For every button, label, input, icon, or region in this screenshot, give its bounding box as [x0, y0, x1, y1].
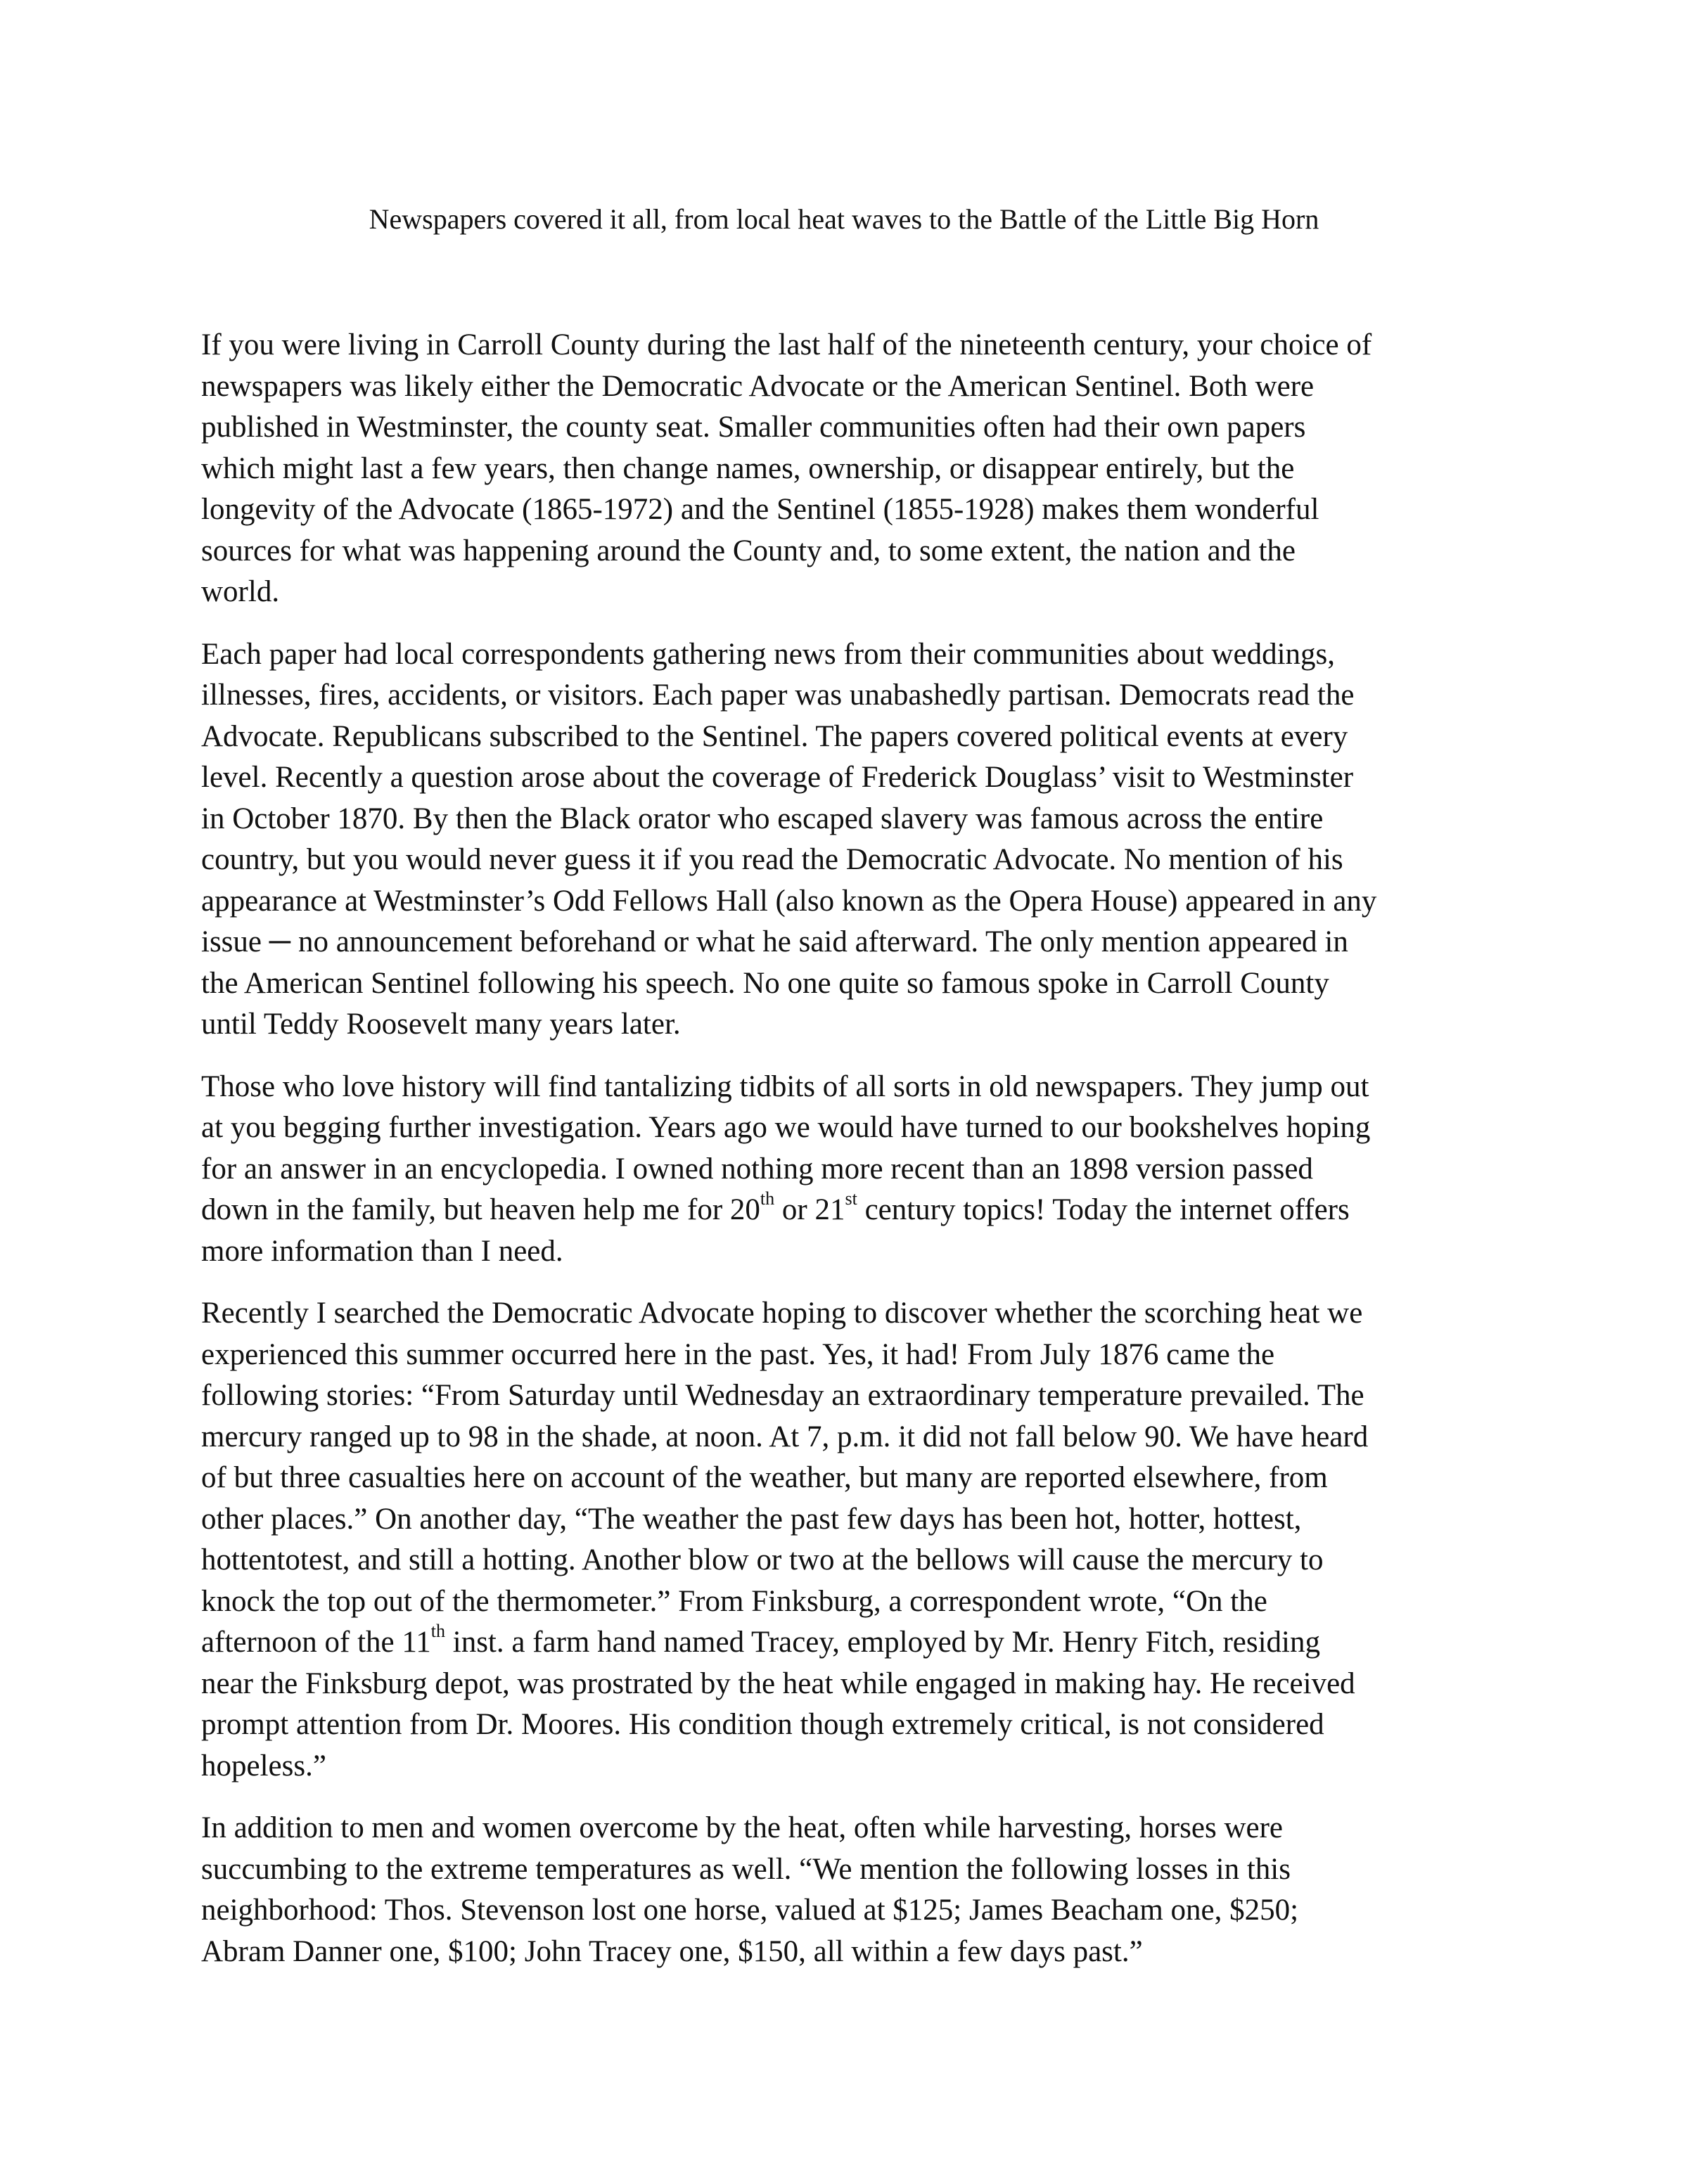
text-line: sources for what was happening around the County and, to some extent, the nation and the: [201, 534, 1296, 567]
text-line: Recently I searched the Democratic Advocate hoping to discover whether the scorching heat we: [201, 1297, 1363, 1330]
ordinal-superscript: th: [760, 1188, 775, 1209]
text-line-with-superscript: [201, 1622, 1523, 1664]
text-line: experienced this summer occurred here in the past. Yes, it had! From July 1876 came the: [201, 1337, 1275, 1371]
text-line: published in Westminster, the county seat. Smaller communities often had their own papers: [201, 411, 1306, 444]
text-segment: or 21: [774, 1193, 845, 1226]
text-line: neighborhood: Thos. Stevenson lost one horse, valued at $125; James Beacham one, $250;: [201, 1894, 1299, 1927]
text-line: Abram Danner one, $100; John Tracey one, $150, all within a few days past.”: [201, 1934, 1143, 1968]
text-line: for an answer in an encyclopedia. I owned nothing more recent than an 1898 version passed: [201, 1152, 1313, 1186]
text-line: the American Sentinel following his speech. No one quite so famous spoke in Carroll County: [201, 966, 1329, 1000]
paragraph-2: [201, 634, 1523, 1046]
text-line: knock the top out of the thermometer.” From Finksburg, a correspondent wrote, “On the: [201, 1584, 1267, 1618]
text-line: world.: [201, 575, 280, 608]
text-line: mercury ranged up to 98 in the shade, at noon. At 7, p.m. it did not fall below 90. We have heard: [201, 1420, 1369, 1453]
paragraph-1: [201, 325, 1523, 613]
text-line: other places.” On another day, “The weather the past few days has been hot, hotter, hottest,: [201, 1502, 1302, 1536]
text-line: hopeless.”: [201, 1749, 326, 1782]
text-line: Those who love history will find tantalizing tidbits of all sorts in old newspapers. They jump out: [201, 1069, 1369, 1103]
text-line: which might last a few years, then change names, ownership, or disappear entirely, but the: [201, 451, 1295, 485]
paragraph-4: [201, 1293, 1523, 1787]
text-line: hottentotest, and still a hotting. Another blow or two at the bellows will cause the mercury to: [201, 1543, 1324, 1576]
text-line: issue ─ no announcement beforehand or what he said afterward. The only mention appeared in: [201, 925, 1348, 958]
text-line: Each paper had local correspondents gathering news from their communities about weddings,: [201, 637, 1336, 671]
text-line: at you begging further investigation. Years ago we would have turned to our bookshelves hoping: [201, 1111, 1371, 1144]
text-segment: down in the family, but heaven help me for 20: [201, 1193, 760, 1226]
paragraph-3: [201, 1067, 1523, 1273]
text-line: In addition to men and women overcome by the heat, often while harvesting, horses were: [201, 1811, 1283, 1844]
text-segment: century topics! Today the internet offers: [857, 1193, 1350, 1226]
text-line: following stories: “From Saturday until Wednesday an extraordinary temperature prevailed. The: [201, 1379, 1364, 1412]
text-line: more information than I need.: [201, 1234, 563, 1268]
text-line: prompt attention from Dr. Moores. His condition though extremely critical, is not considered: [201, 1708, 1324, 1741]
text-line: newspapers was likely either the Democratic Advocate or the American Sentinel. Both were: [201, 369, 1315, 403]
text-line: country, but you would never guess it if you read the Democratic Advocate. No mention of his: [201, 843, 1343, 876]
text-segment: inst. a farm hand named Tracey, employed by Mr. Henry Fitch, residing: [445, 1626, 1320, 1659]
text-line: appearance at Westminster’s Odd Fellows Hall (also known as the Opera House) appeared in any: [201, 884, 1377, 918]
article-body: [201, 325, 1523, 1993]
text-line: until Teddy Roosevelt many years later.: [201, 1008, 681, 1041]
ordinal-superscript: th: [430, 1620, 445, 1641]
text-line: illnesses, fires, accidents, or visitors. Each paper was unabashedly partisan. Democrats read the: [201, 679, 1355, 712]
text-line: near the Finksburg depot, was prostrated by the heat while engaged in making hay. He received: [201, 1666, 1355, 1700]
text-line: of but three casualties here on account of the weather, but many are reported elsewhere, from: [201, 1461, 1328, 1494]
text-line-with-superscripts: [201, 1190, 1523, 1231]
ordinal-superscript: st: [845, 1188, 857, 1209]
text-line: succumbing to the extreme temperatures as well. “We mention the following losses in this: [201, 1852, 1291, 1886]
text-line: in October 1870. By then the Black orator who escaped slavery was famous across the entire: [201, 802, 1324, 835]
text-line: Advocate. Republicans subscribed to the Sentinel. The papers covered political events at every: [201, 719, 1348, 753]
article-title: Newspapers covered it all, from local heat waves to the Battle of the Little Big Horn: [369, 203, 1319, 235]
paragraph-5: [201, 1808, 1523, 1972]
text-line: level. Recently a question arose about the coverage of Frederick Douglass’ visit to Westminster: [201, 761, 1354, 794]
text-line: If you were living in Carroll County during the last half of the nineteenth century, your choice of: [201, 328, 1372, 361]
text-segment: afternoon of the 11: [201, 1626, 431, 1659]
text-line: longevity of the Advocate (1865-1972) and the Sentinel (1855-1928) makes them wonderful: [201, 493, 1319, 526]
